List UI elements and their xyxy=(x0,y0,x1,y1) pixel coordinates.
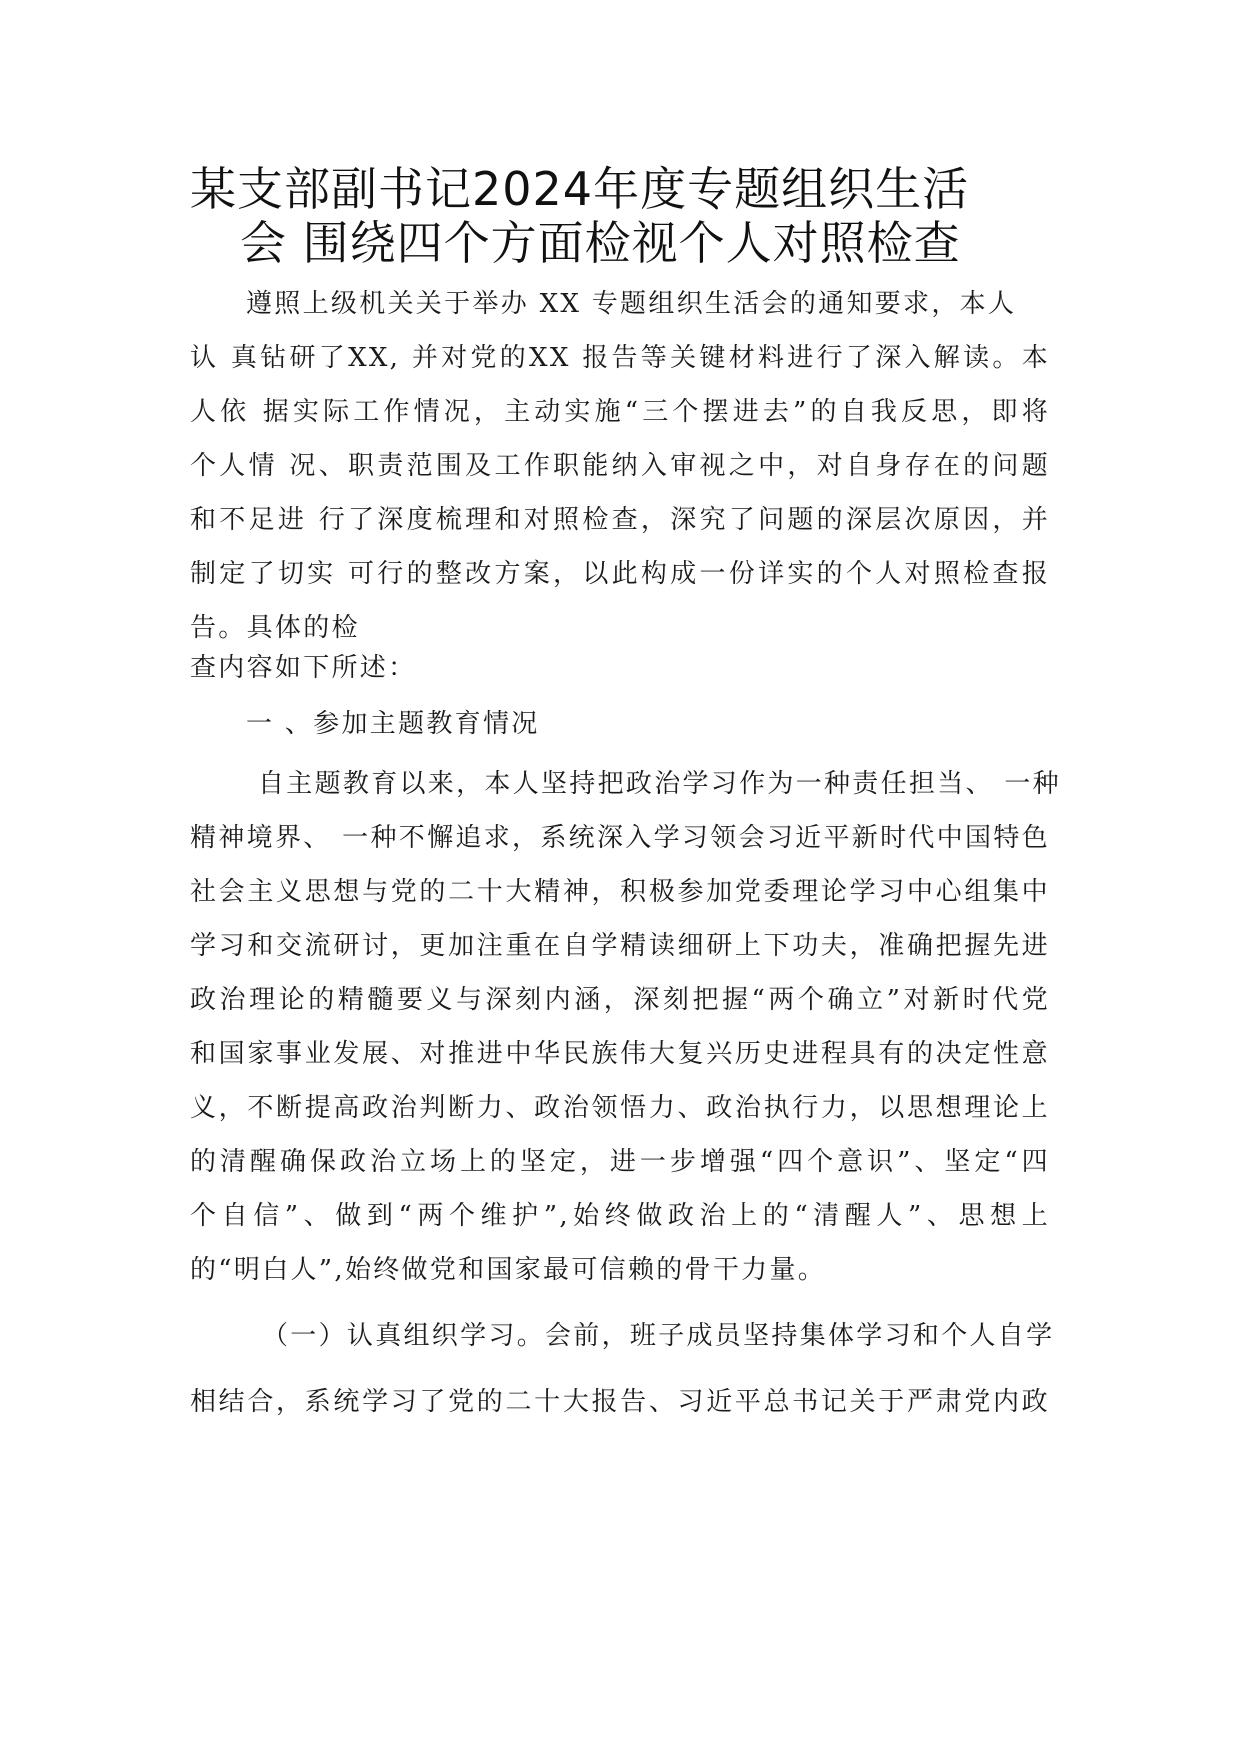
intro-line: 制定了切实 可行的整改方案，以此构成一份详实的个人对照检查报 xyxy=(190,559,1050,589)
intro-line: 认 真钻研了XX, 并对党的XX 报告等关键材料进行了深入解读。本 xyxy=(190,343,1050,373)
document-title-line-2: 会 围绕四个方面检视个人对照检查 xyxy=(240,216,961,270)
section-body-line: 自主题教育以来，本人坚持把政治学习作为一种责任担当、 一种 xyxy=(258,769,1061,799)
section-body-line: 的“明白人”,始终做党和国家最可信赖的骨干力量。 xyxy=(190,1255,827,1285)
subsection-line: （一）认真组织学习。会前，班子成员坚持集体学习和个人自学 xyxy=(262,1321,1055,1351)
section-body-line: 社会主义思想与党的二十大精神，积极参加党委理论学习中心组集中 xyxy=(190,877,1050,907)
intro-line: 人依 据实际工作情况，主动实施“三个摆进去”的自我反思，即将 xyxy=(190,397,1050,427)
section-body-line: 学习和交流研讨，更加注重在自学精读细研上下功夫，准确把握先进 xyxy=(190,931,1050,961)
section-body-line: 精神境界、 一种不懈追求，系统深入学习领会习近平新时代中国特色 xyxy=(190,823,1050,853)
intro-line: 查内容如下所述： xyxy=(190,653,417,683)
intro-line: 和不足进 行了深度梳理和对照检查，深究了问题的深层次原因，并 xyxy=(190,505,1050,535)
section-body-line: 义，不断提高政治判断力、政治领悟力、政治执行力，以思想理论上 xyxy=(190,1093,1050,1123)
section-body-line: 个自信”、做到“两个维护”,始终做政治上的“清醒人”、思想上 xyxy=(190,1201,1050,1231)
section-body-line: 和国家事业发展、对推进中华民族伟大复兴历史进程具有的决定性意 xyxy=(190,1039,1050,1069)
intro-line: 个人情 况、职责范围及工作职能纳入审视之中，对自身存在的问题 xyxy=(190,451,1050,481)
intro-line: 遵照上级机关关于举办 XX 专题组织生活会的通知要求，本人 xyxy=(246,289,1017,319)
intro-line: 告。具体的检 xyxy=(190,613,360,643)
document-title-line-1: 某支部副书记2024年度专题组织生活 xyxy=(190,162,970,216)
subsection-line: 相结合，系统学习了党的二十大报告、习近平总书记关于严肃党内政 xyxy=(190,1387,1050,1417)
section-body-line: 的清醒确保政治立场上的坚定，进一步增强“四个意识”、坚定“四 xyxy=(190,1147,1050,1177)
section-body-line: 政治理论的精髓要义与深刻内涵，深刻把握“两个确立”对新时代党 xyxy=(190,985,1050,1015)
section-heading: 一 、参加主题教育情况 xyxy=(246,709,540,739)
